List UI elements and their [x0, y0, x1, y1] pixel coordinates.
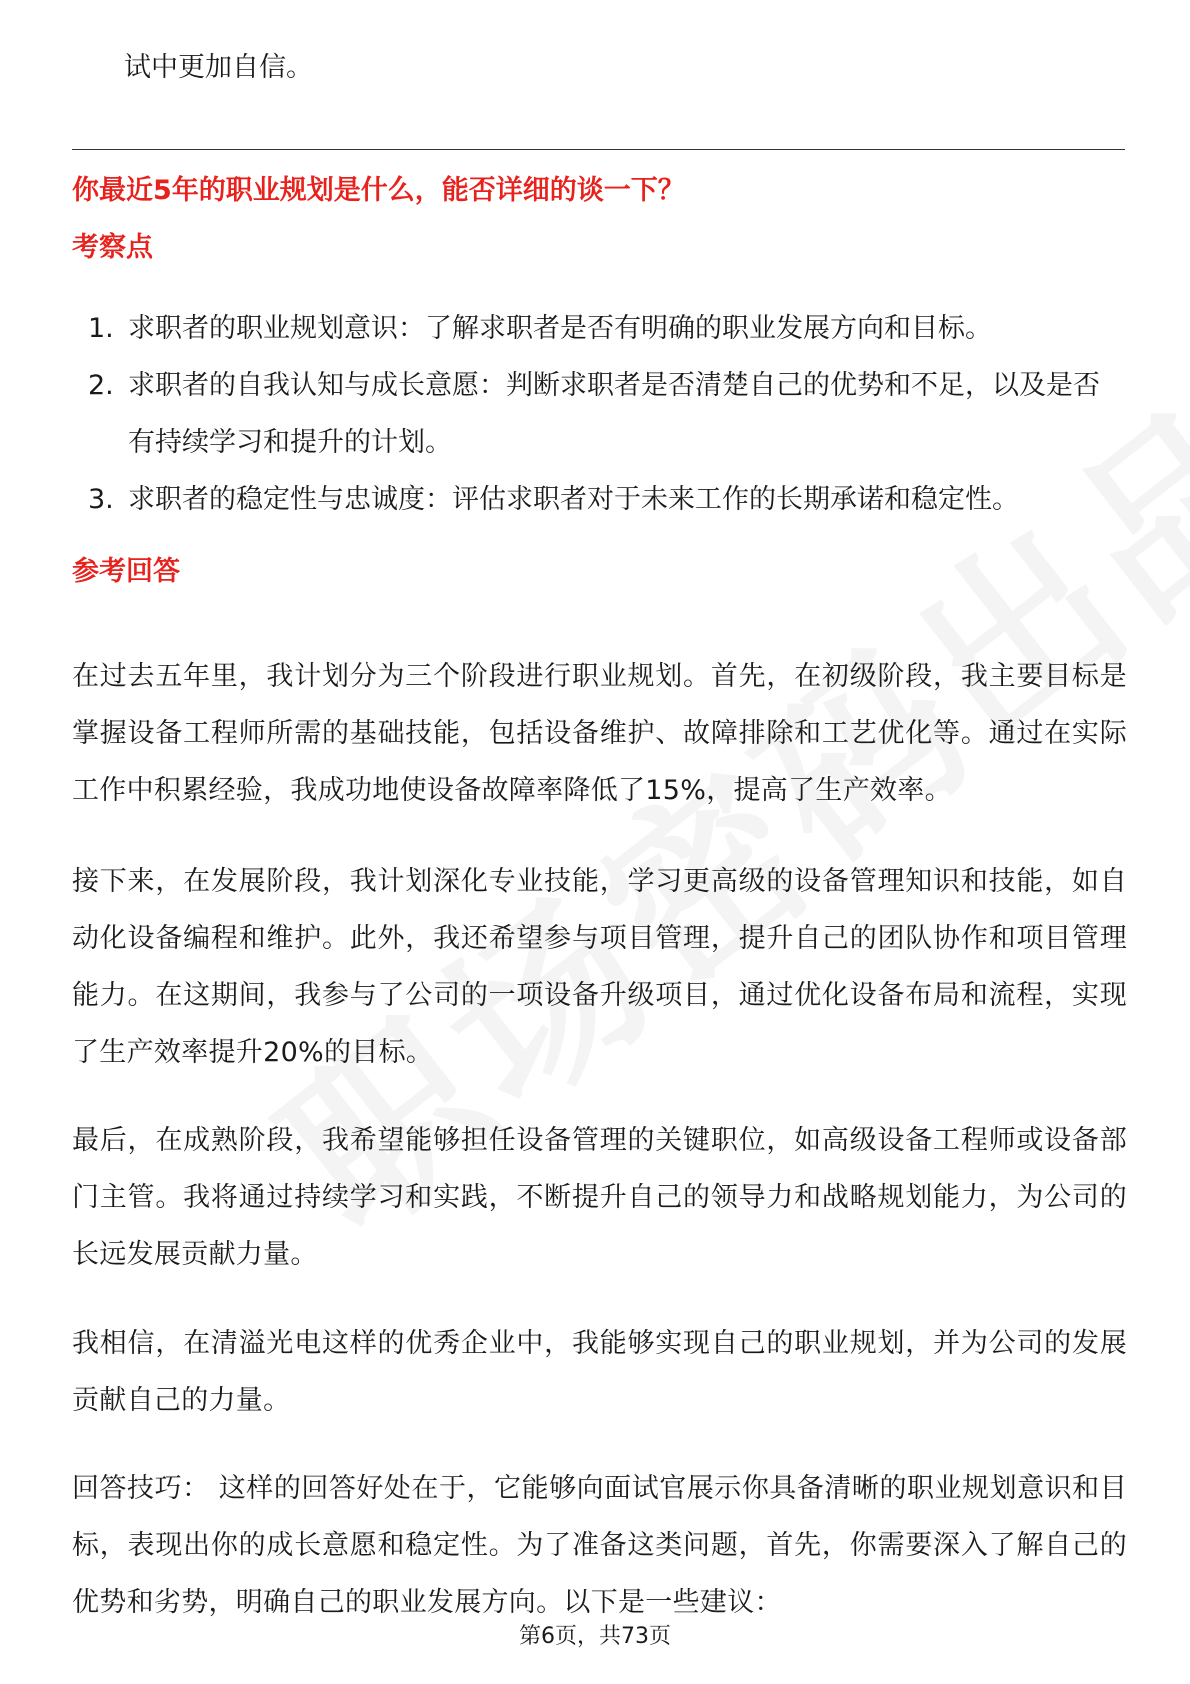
section-divider: [72, 149, 1125, 150]
answer-heading: 参考回答: [72, 556, 180, 587]
page-footer: 第6页，共73页: [519, 1624, 671, 1649]
answer-paragraph: 接下来，在发展阶段，我计划深化专业技能，学习更高级的设备管理知识和技能，如自动化设备编程和维护。此外，我还希望参与项目管理，提升自己的团队协作和项目管理能力。在这期间，我参与了公司的一项设备升级项目，通过优化设备布局和流程，实现了生产效率提升20%的目标。: [72, 866, 1127, 1068]
key-points-list: [72, 300, 1125, 528]
continuation-text: 试中更加自信。: [124, 52, 313, 83]
list-item-number: 3.: [88, 484, 114, 515]
tips-paragraph: 回答技巧： 这样的回答好处在于，它能够向面试官展示你具备清晰的职业规划意识和目标，表现出你的成长意愿和稳定性。为了准备这类问题，首先，你需要深入了解自己的优势和劣势，明确自己的职业发展方向。以下是一些建议：: [72, 1473, 1127, 1618]
answer-paragraph: 我相信，在清溢光电这样的优秀企业中，我能够实现自己的职业规划，并为公司的发展贡献自己的力量。: [72, 1328, 1127, 1416]
list-item-text: 求职者的稳定性与忠诚度：评估求职者对于未来工作的长期承诺和稳定性。: [128, 484, 1019, 515]
answer-paragraph: 最后，在成熟阶段，我希望能够担任设备管理的关键职位，如高级设备工程师或设备部门主管。我将通过持续学习和实践，不断提升自己的领导力和战略规划能力，为公司的长远发展贡献力量。: [72, 1125, 1127, 1270]
list-item-number: 1.: [88, 313, 114, 344]
list-item-text: 求职者的职业规划意识：了解求职者是否有明确的职业发展方向和目标。: [128, 313, 992, 344]
key-points-heading: 考察点: [72, 232, 153, 263]
list-item: [72, 300, 1125, 357]
list-item: [72, 471, 1125, 528]
answer-paragraph: 在过去五年里，我计划分为三个阶段进行职业规划。首先，在初级阶段，我主要目标是掌握设备工程师所需的基础技能，包括设备维护、故障排除和工艺优化等。通过在实际工作中积累经验，我成功地使设备故障率降低了15%，提高了生产效率。: [72, 661, 1127, 806]
list-item-text: 求职者的自我认知与成长意愿：判断求职者是否清楚自己的优势和不足，以及是否有持续学习和提升的计划。: [128, 370, 1100, 458]
list-item: [72, 357, 1125, 471]
list-item-number: 2.: [88, 370, 114, 401]
question-heading: 你最近5年的职业规划是什么，能否详细的谈一下？: [72, 175, 685, 206]
